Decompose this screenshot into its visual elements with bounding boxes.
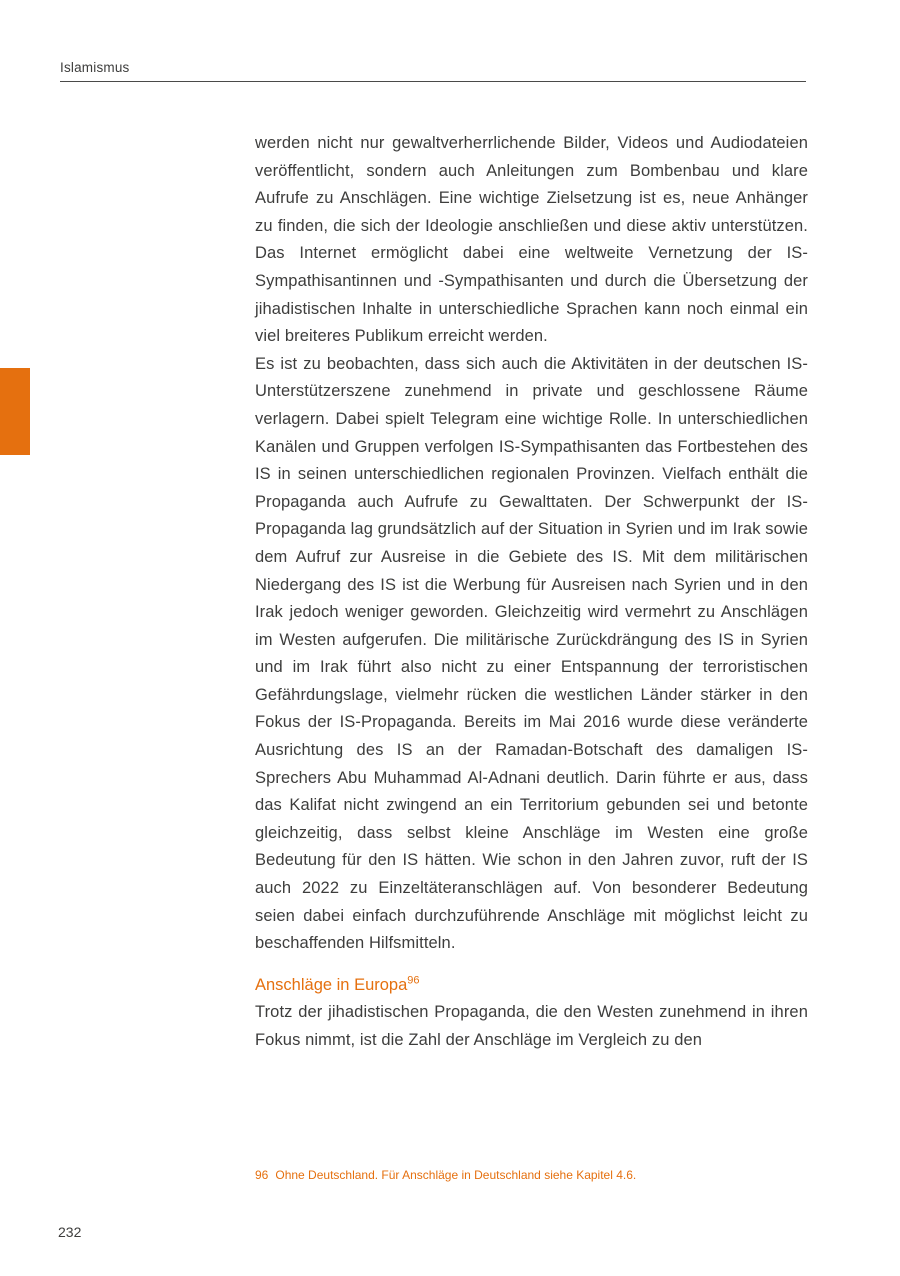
body-paragraph-1: werden nicht nur gewaltverherrlichende Bilder, Videos und Audiodateien veröffentlicht, sondern auch Anleitungen zum Bombenbau und klare Aufrufe zu Anschlägen. Eine wichtige Zielsetzung ist es, neue Anhänger zu finden, die sich der Ideologie anschließen und diese aktiv unterstützen. Das Internet ermöglicht dabei eine weltweite Vernetzung der IS-Sympathisantinnen und -Sympathisanten und durch die Übersetzung der jihadistischen Inhalte in unterschiedliche Sprachen kann noch einmal ein viel breiteres Publikum erreicht werden. [255,134,808,346]
footnote [255,1167,808,1183]
section-heading-text: Anschläge in Europa [255,975,408,994]
body-paragraph-2: Es ist zu beobachten, dass sich auch die Aktivitäten in der deutschen IS-Unterstützerszene zunehmend in private und geschlossene Räume verlagern. Dabei spielt Telegram eine wichtige Rolle. In unterschiedlichen Kanälen und Gruppen verfolgen IS-Sympathisanten das Fortbestehen des IS in seinen unterschiedlichen regionalen Provinzen. Vielfach enthält die Propaganda auch Aufrufe zu Gewalttaten. Der Schwerpunkt der IS-Propaganda lag grundsätzlich auf der Situation in Syrien und im Irak sowie dem Aufruf zur Ausreise in die Gebiete des IS. Mit dem militärischen Niedergang des IS ist die Werbung für Ausreisen nach Syrien und in den Irak jedoch weniger geworden. Gleichzeitig wird vermehrt zu Anschlägen im Westen aufgerufen. Die militärische Zurückdrängung des IS in Syrien und im Irak führt also nicht zu einer Entspannung der terroristischen Gefährdungslage, vielmehr rücken die westlichen Länder stärker in den Fokus der IS-Propaganda. Bereits im Mai 2016 wurde diese veränderte Ausrichtung des IS an der Ramadan-Botschaft des damaligen IS-Sprechers Abu Muhammad Al-Adnani deutlich. Darin führte er aus, dass das Kalifat nicht zwingend an ein Territorium gebunden sei und betonte gleichzeitig, dass selbst kleine Anschläge im Westen eine große Bedeutung für den IS hätten. Wie schon in den Jahren zuvor, ruft der IS auch 2022 zu Einzeltäteranschlägen auf. Von besonderer Bedeutung seien dabei einfach durchzuführende Anschläge mit möglichst leicht zu beschaffenden Hilfsmitteln. [255,354,808,953]
body-paragraph-3: Trotz der jihadistischen Propaganda, die den Westen zunehmend in ihren Fokus nimmt, ist die Zahl der Anschläge im Vergleich zu den [255,1003,808,1049]
footnote-reference: 96 [407,974,420,987]
section-heading [255,972,808,1000]
chapter-margin-tab [0,368,30,455]
footnote-text: Ohne Deutschland. Für Anschläge in Deutschland siehe Kapitel 4.6. [275,1168,637,1182]
header-divider [60,81,806,82]
page-number: 232 [58,1224,82,1240]
main-text-column [255,130,808,1055]
running-header-title: Islamismus [60,60,130,75]
footnote-number: 96 [255,1168,269,1182]
